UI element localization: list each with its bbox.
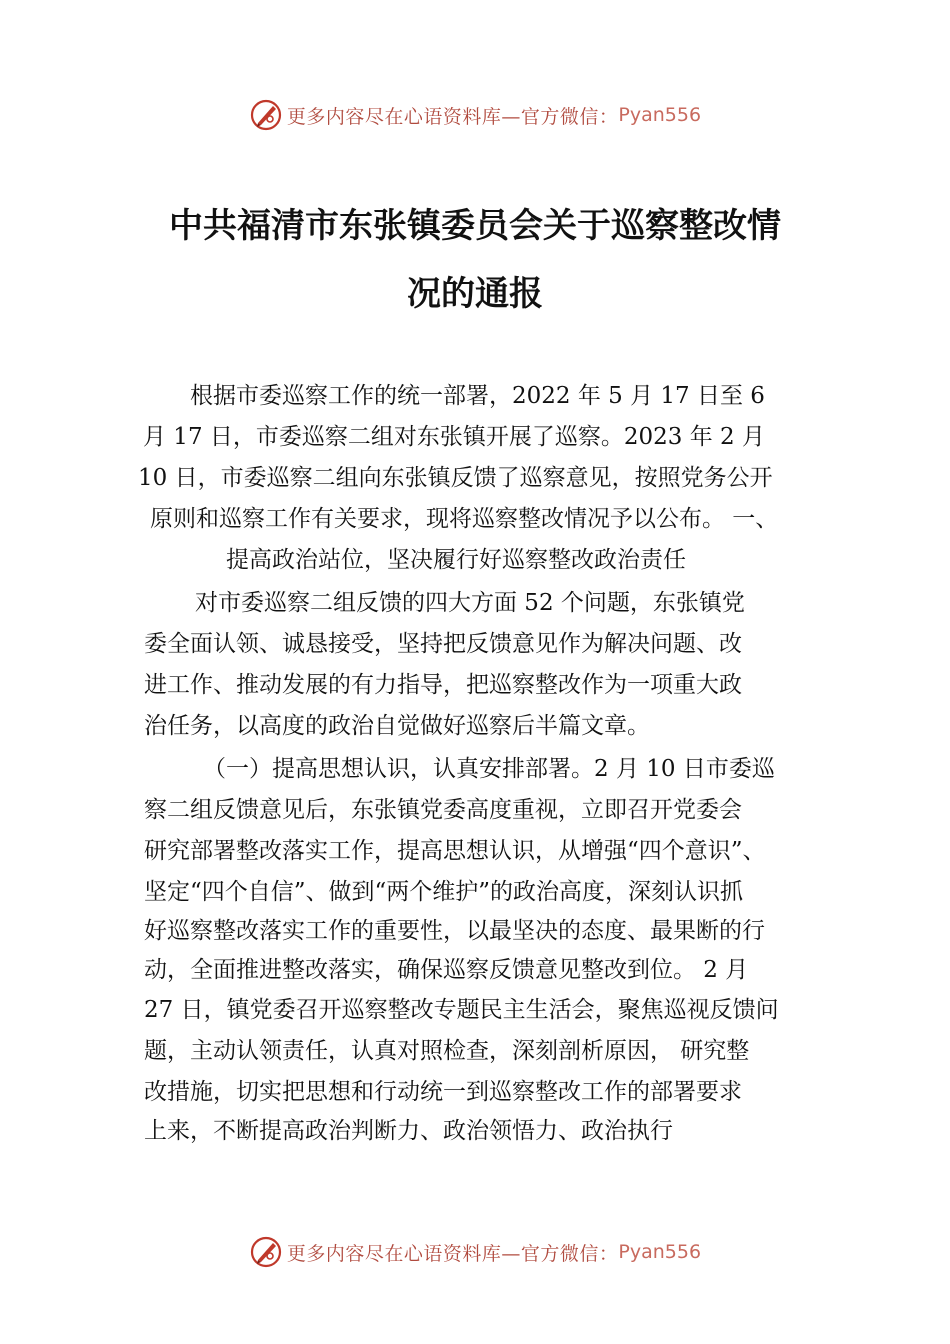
watermark-wechat-id: Pyan556	[618, 1241, 702, 1263]
body-line: 委全面认领、诚恳接受，坚持把反馈意见作为解决问题、改	[144, 631, 742, 657]
watermark-footer	[0, 1232, 950, 1272]
pen-logo-icon	[249, 98, 283, 132]
body-line: 月 17 日，市委巡察二组对东张镇开展了巡察。2023 年 2 月	[143, 424, 765, 450]
body-line: 提高政治站位，坚决履行好巡察整改政治责任	[226, 547, 686, 573]
body-line: 治任务，以高度的政治自觉做好巡察后半篇文章。	[144, 713, 650, 739]
watermark-text: 更多内容尽在心语资料库—官方微信：	[286, 105, 619, 128]
body-line: 改措施，切实把思想和行动统一到巡察整改工作的部署要求	[144, 1079, 742, 1105]
pen-logo-icon	[249, 1235, 283, 1269]
body-line: 坚定“四个自信”、做到“两个维护”的政治高度，深刻认识抓	[144, 879, 744, 905]
body-line: 动，全面推进整改落实，确保巡察反馈意见整改到位。 2 月	[144, 957, 749, 983]
body-line: 对市委巡察二组反馈的四大方面 52 个问题，东张镇党	[195, 590, 745, 616]
body-line: 27 日，镇党委召开巡察整改专题民主生活会，聚焦巡视反馈问	[144, 997, 779, 1023]
body-line: 上来，不断提高政治判断力、政治领悟力、政治执行	[144, 1118, 673, 1144]
body-line: 10 日，市委巡察二组向东张镇反馈了巡察意见，按照党务公开	[138, 465, 773, 491]
watermark-wechat-id: Pyan556	[618, 104, 702, 126]
document-title	[100, 192, 850, 328]
body-line: 进工作、推动发展的有力指导，把巡察整改作为一项重大政	[144, 672, 742, 698]
body-line: 好巡察整改落实工作的重要性，以最坚决的态度、最果断的行	[144, 918, 765, 944]
title-line: 中共福清市东张镇委员会关于巡察整改情	[169, 206, 781, 246]
body-line: （一）提高思想认识，认真安排部署。2 月 10 日市委巡	[203, 756, 775, 782]
body-line: 题，主动认领责任，认真对照检查，深刻剖析原因， 研究整	[144, 1038, 750, 1064]
body-line: 原则和巡察工作有关要求，现将巡察整改情况予以公布。 一、	[150, 506, 779, 532]
watermark-text: 更多内容尽在心语资料库—官方微信：	[286, 1242, 619, 1265]
body-line: 根据市委巡察工作的统一部署，2022 年 5 月 17 日至 6	[190, 383, 765, 409]
body-line: 研究部署整改落实工作，提高思想认识，从增强“四个意识”、	[144, 838, 766, 864]
watermark-header	[0, 95, 950, 135]
title-line: 况的通报	[407, 274, 543, 314]
body-line: 察二组反馈意见后，东张镇党委高度重视，立即召开党委会	[144, 797, 742, 823]
